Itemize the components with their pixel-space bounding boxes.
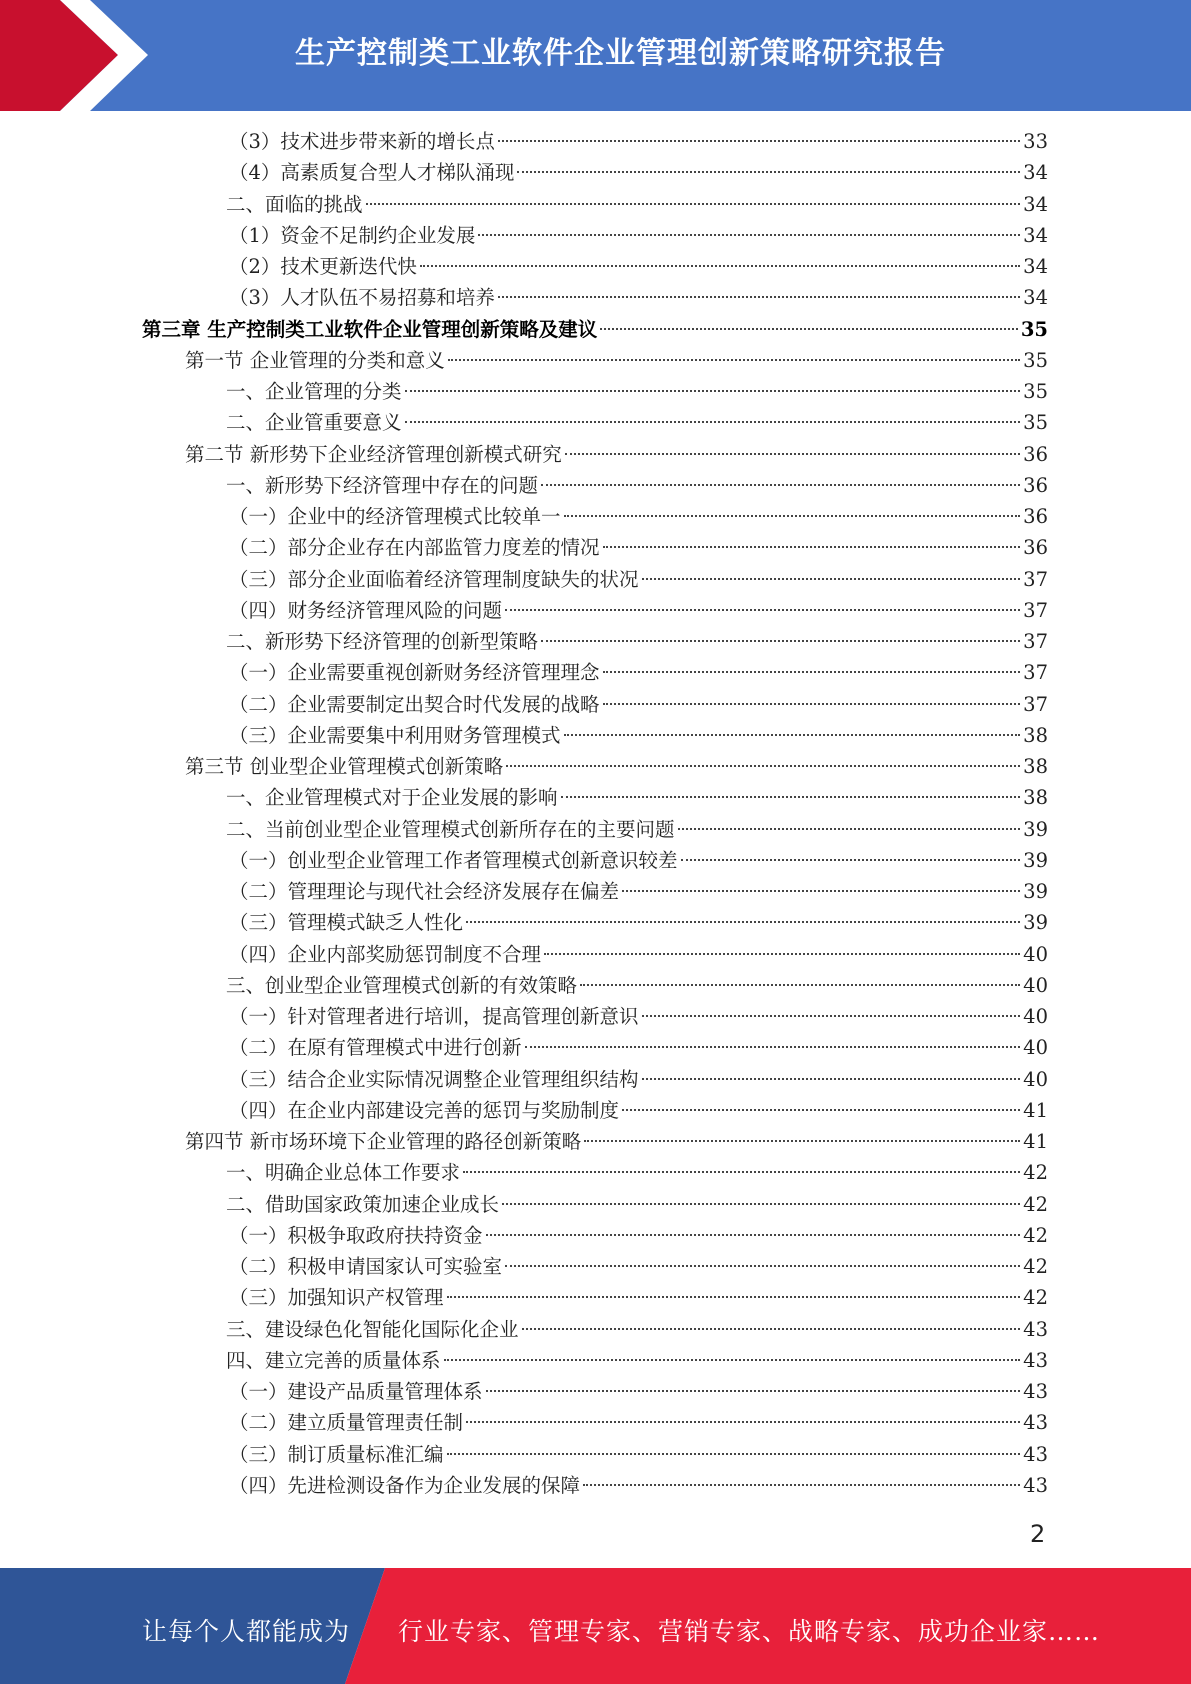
toc-entry-page: 40: [1023, 1036, 1048, 1060]
toc-dot-leader: [583, 1484, 1020, 1486]
footer-slogan-left: 让每个人都能成为: [142, 1617, 351, 1646]
toc-entry[interactable]: [229, 941, 1048, 969]
toc-entry-page: 42: [1023, 1223, 1048, 1247]
toc-entry-label: 三、建设绿色化智能化国际化企业: [226, 1317, 519, 1341]
toc-entry-label: 第三节 创业型企业管理模式创新策略: [185, 755, 504, 778]
toc-entry[interactable]: [229, 1097, 1048, 1125]
toc-entry[interactable]: [226, 1191, 1048, 1219]
toc-dot-leader: [517, 171, 1020, 173]
toc-entry-page: 36: [1023, 536, 1048, 560]
toc-dot-leader: [522, 1328, 1021, 1330]
toc-entry[interactable]: [229, 566, 1048, 594]
toc-entry-label: （一）企业需要重视创新财务经济管理理念: [229, 661, 600, 685]
toc-entry-page: 36: [1023, 505, 1048, 528]
toc-entry-label: （四）先进检测设备作为企业发展的保障: [229, 1473, 581, 1497]
toc-entry-page: 35: [1023, 348, 1048, 372]
toc-entry[interactable]: [229, 1284, 1048, 1312]
toc-entry[interactable]: [229, 1034, 1048, 1062]
toc-entry-label: 二、借助国家政策加速企业成长: [226, 1192, 500, 1216]
toc-entry-label: 一、企业管理的分类: [226, 380, 402, 403]
toc-dot-leader: [681, 859, 1021, 861]
toc-entry-label: （二）建立质量管理责任制: [229, 1411, 464, 1435]
toc-entry[interactable]: [229, 722, 1048, 750]
toc-entry-label: 第一节 企业管理的分类和意义: [185, 348, 445, 372]
toc-entry-page: 33: [1023, 130, 1048, 153]
toc-entry[interactable]: [226, 784, 1048, 812]
toc-entry[interactable]: [229, 1222, 1048, 1250]
toc-dot-leader: [622, 890, 1020, 892]
toc-entry[interactable]: [229, 659, 1048, 687]
toc-dot-leader: [622, 1109, 1020, 1111]
toc-entry-page: 34: [1023, 255, 1048, 278]
toc-entry-page: 37: [1023, 567, 1048, 591]
toc-dot-leader: [486, 1234, 1021, 1236]
toc-dot-leader: [580, 984, 1020, 986]
toc-entry[interactable]: [229, 159, 1048, 187]
toc-entry-page: 40: [1023, 973, 1048, 997]
toc-entry-label: （四）财务经济管理风险的问题: [229, 598, 503, 622]
toc-entry-page: 42: [1023, 1161, 1048, 1185]
toc-dot-leader: [447, 1453, 1021, 1455]
report-title: 生产控制类工业软件企业管理创新策略研究报告: [295, 36, 946, 71]
toc-dot-leader: [486, 1390, 1021, 1392]
toc-entry-page: 40: [1023, 1005, 1048, 1028]
toc-entry-label: （三）企业需要集中利用财务管理模式: [229, 723, 561, 747]
toc-dot-leader: [444, 1359, 1021, 1361]
toc-entry[interactable]: [185, 753, 1048, 781]
toc-entry-page: 35: [1023, 411, 1048, 435]
toc-entry-label: （二）在原有管理模式中进行创新: [229, 1036, 522, 1060]
toc-dot-leader: [678, 828, 1021, 830]
toc-entry-label: 一、明确企业总体工作要求: [226, 1161, 461, 1185]
toc-entry-page: 41: [1023, 1098, 1048, 1122]
toc-entry-label: 第四节 新市场环境下企业管理的路径创新策略: [185, 1130, 582, 1153]
toc-entry[interactable]: [229, 128, 1048, 156]
toc-entry-page: 42: [1023, 1255, 1048, 1278]
toc-entry-label: （二）管理理论与现代社会经济发展存在偏差: [229, 880, 620, 903]
toc-entry-page: 42: [1023, 1286, 1048, 1310]
toc-entry-page: 41: [1023, 1130, 1048, 1153]
toc-entry[interactable]: [229, 503, 1048, 531]
toc-entry[interactable]: [229, 1253, 1048, 1281]
toc-entry-page: 39: [1023, 848, 1048, 872]
toc-entry-page: 37: [1023, 692, 1048, 716]
toc-dot-leader: [564, 515, 1021, 517]
toc-entry-label: （二）企业需要制定出契合时代发展的战略: [229, 692, 600, 716]
toc-entry-page: 43: [1023, 1380, 1048, 1403]
toc-entry-label: （四）企业内部奖励惩罚制度不合理: [229, 942, 542, 966]
toc-entry-page: 43: [1023, 1411, 1048, 1435]
toc-entry-page: 36: [1023, 442, 1048, 466]
toc-entry[interactable]: [226, 409, 1048, 437]
toc-entry-page: 40: [1023, 1067, 1048, 1091]
toc-entry-label: 二、面临的挑战: [226, 192, 363, 216]
toc-entry-label: （二）积极申请国家认可实验室: [229, 1255, 503, 1278]
toc-dot-leader: [505, 609, 1020, 611]
toc-dot-leader: [564, 734, 1021, 736]
toc-entry-label: 二、企业管重要意义: [226, 411, 402, 435]
toc-dot-leader: [584, 1140, 1020, 1142]
toc-dot-leader: [603, 546, 1021, 548]
toc-entry-label: （一）针对管理者进行培训，提高管理创新意识: [229, 1005, 639, 1028]
toc-entry-label: （1）资金不足制约企业发展: [229, 223, 476, 247]
toc-dot-leader: [466, 921, 1020, 923]
toc-dot-leader: [541, 484, 1020, 486]
toc-dot-leader: [506, 765, 1020, 767]
toc-entry[interactable]: [229, 597, 1048, 625]
toc-entry-label: （二）部分企业存在内部监管力度差的情况: [229, 536, 600, 560]
toc-entry-page: 36: [1023, 473, 1048, 497]
page-header: [0, 0, 1191, 111]
toc-dot-leader: [463, 1171, 1020, 1173]
toc-entry[interactable]: [229, 909, 1048, 937]
toc-entry-label: （四）在企业内部建设完善的惩罚与奖励制度: [229, 1098, 620, 1122]
toc-entry[interactable]: [229, 534, 1048, 562]
toc-dot-leader: [447, 1296, 1021, 1298]
toc-entry[interactable]: [185, 347, 1048, 375]
toc-dot-leader: [600, 328, 1018, 330]
toc-entry-label: 第二节 新形势下企业经济管理创新模式研究: [185, 442, 562, 466]
toc-entry-label: （一）积极争取政府扶持资金: [229, 1223, 483, 1247]
toc-entry-label: 二、新形势下经济管理的创新型策略: [226, 630, 539, 653]
toc-entry[interactable]: [226, 1159, 1048, 1187]
toc-entry-page: 34: [1023, 286, 1048, 310]
toc-entry[interactable]: [226, 816, 1048, 844]
toc-entry-label: 一、新形势下经济管理中存在的问题: [226, 473, 539, 497]
toc-entry-page: 39: [1023, 880, 1048, 903]
toc-entry-page: 43: [1023, 1348, 1048, 1372]
toc-entry-label: （一）企业中的经济管理模式比较单一: [229, 505, 561, 528]
toc-dot-leader: [642, 1015, 1021, 1017]
toc-dot-leader: [498, 296, 1020, 298]
toc-entry[interactable]: [226, 191, 1048, 219]
toc-entry-page: 35: [1020, 317, 1048, 341]
toc-entry-page: 37: [1023, 598, 1048, 622]
toc-dot-leader: [448, 359, 1020, 361]
toc-entry-page: 37: [1023, 661, 1048, 685]
toc-entry-page: 43: [1023, 1442, 1048, 1466]
toc-dot-leader: [505, 1265, 1020, 1267]
toc-entry-label: （三）结合企业实际情况调整企业管理组织结构: [229, 1067, 639, 1091]
toc-entry-page: 38: [1023, 786, 1048, 810]
toc-entry[interactable]: [226, 972, 1048, 1000]
footer-slogan-right: 行业专家、管理专家、营销专家、战略专家、成功企业家……: [398, 1617, 1101, 1646]
toc-dot-leader: [405, 421, 1021, 423]
toc-dot-leader: [498, 140, 1020, 142]
toc-entry-label: 一、企业管理模式对于企业发展的影响: [226, 786, 558, 810]
toc-entry-page: 34: [1023, 161, 1048, 185]
toc-entry-page: 38: [1023, 755, 1048, 778]
toc-entry[interactable]: [229, 253, 1048, 281]
toc-dot-leader: [541, 640, 1020, 642]
toc-entry[interactable]: [226, 628, 1048, 656]
toc-entry-label: （3）人才队伍不易招募和培养: [229, 286, 495, 310]
toc-entry-page: 43: [1023, 1317, 1048, 1341]
toc-entry[interactable]: [229, 1378, 1048, 1406]
toc-entry[interactable]: [226, 1316, 1048, 1344]
toc-dot-leader: [565, 453, 1020, 455]
toc-entry[interactable]: [229, 284, 1048, 312]
toc-entry-page: 39: [1023, 817, 1048, 841]
toc-entry-label: 四、建立完善的质量体系: [226, 1348, 441, 1372]
toc-entry-page: 38: [1023, 723, 1048, 747]
toc-entry-label: （一）创业型企业管理工作者管理模式创新意识较差: [229, 848, 678, 872]
page-number: 2: [1030, 1520, 1046, 1548]
page-footer: [0, 1568, 1191, 1684]
toc-entry[interactable]: [142, 316, 1048, 344]
toc-dot-leader: [420, 265, 1020, 267]
toc-dot-leader: [525, 1046, 1021, 1048]
toc-entry-label: （一）建设产品质量管理体系: [229, 1380, 483, 1403]
toc-dot-leader: [561, 796, 1021, 798]
toc-entry-label: （三）制订质量标准汇编: [229, 1442, 444, 1466]
toc-dot-leader: [603, 703, 1021, 705]
toc-entry-label: 第三章 生产控制类工业软件企业管理创新策略及建议: [142, 317, 598, 341]
toc-entry-page: 42: [1023, 1192, 1048, 1216]
toc-entry[interactable]: [229, 1472, 1048, 1500]
toc-entry[interactable]: [229, 878, 1048, 906]
toc-entry[interactable]: [185, 1128, 1048, 1156]
toc-entry-page: 40: [1023, 942, 1048, 966]
toc-entry[interactable]: [229, 847, 1048, 875]
toc-entry-page: 35: [1023, 380, 1048, 403]
toc-entry-label: （三）部分企业面临着经济管理制度缺失的状况: [229, 567, 639, 591]
toc-entry[interactable]: [226, 1347, 1048, 1375]
toc-entry-label: （4）高素质复合型人才梯队涌现: [229, 161, 515, 185]
toc-entry[interactable]: [229, 691, 1048, 719]
toc-entry-label: 三、创业型企业管理模式创新的有效策略: [226, 973, 578, 997]
toc-dot-leader: [405, 390, 1021, 392]
toc-dot-leader: [603, 671, 1021, 673]
toc-dot-leader: [478, 234, 1020, 236]
toc-entry[interactable]: [229, 222, 1048, 250]
toc-entry[interactable]: [229, 1409, 1048, 1437]
toc-entry[interactable]: [229, 1066, 1048, 1094]
toc-dot-leader: [366, 203, 1021, 205]
toc-entry-label: （2）技术更新迭代快: [229, 255, 417, 278]
toc-entry[interactable]: [229, 1441, 1048, 1469]
toc-entry-page: 43: [1023, 1473, 1048, 1497]
toc-entry[interactable]: [226, 378, 1048, 406]
toc-entry-label: 二、当前创业型企业管理模式创新所存在的主要问题: [226, 817, 675, 841]
toc-dot-leader: [502, 1203, 1020, 1205]
toc-entry[interactable]: [185, 441, 1048, 469]
toc-entry-page: 39: [1023, 911, 1048, 935]
toc-dot-leader: [642, 1078, 1021, 1080]
toc-entry-page: 37: [1023, 630, 1048, 653]
toc-entry-label: （3）技术进步带来新的增长点: [229, 130, 495, 153]
toc-entry-page: 34: [1023, 223, 1048, 247]
toc-entry[interactable]: [226, 472, 1048, 500]
toc-dot-leader: [466, 1421, 1020, 1423]
toc-entry-label: （三）管理模式缺乏人性化: [229, 911, 464, 935]
toc-dot-leader: [642, 578, 1021, 580]
toc-entry-page: 34: [1023, 192, 1048, 216]
toc-entry[interactable]: [229, 1003, 1048, 1031]
toc-dot-leader: [544, 953, 1020, 955]
toc-entry-label: （三）加强知识产权管理: [229, 1286, 444, 1310]
